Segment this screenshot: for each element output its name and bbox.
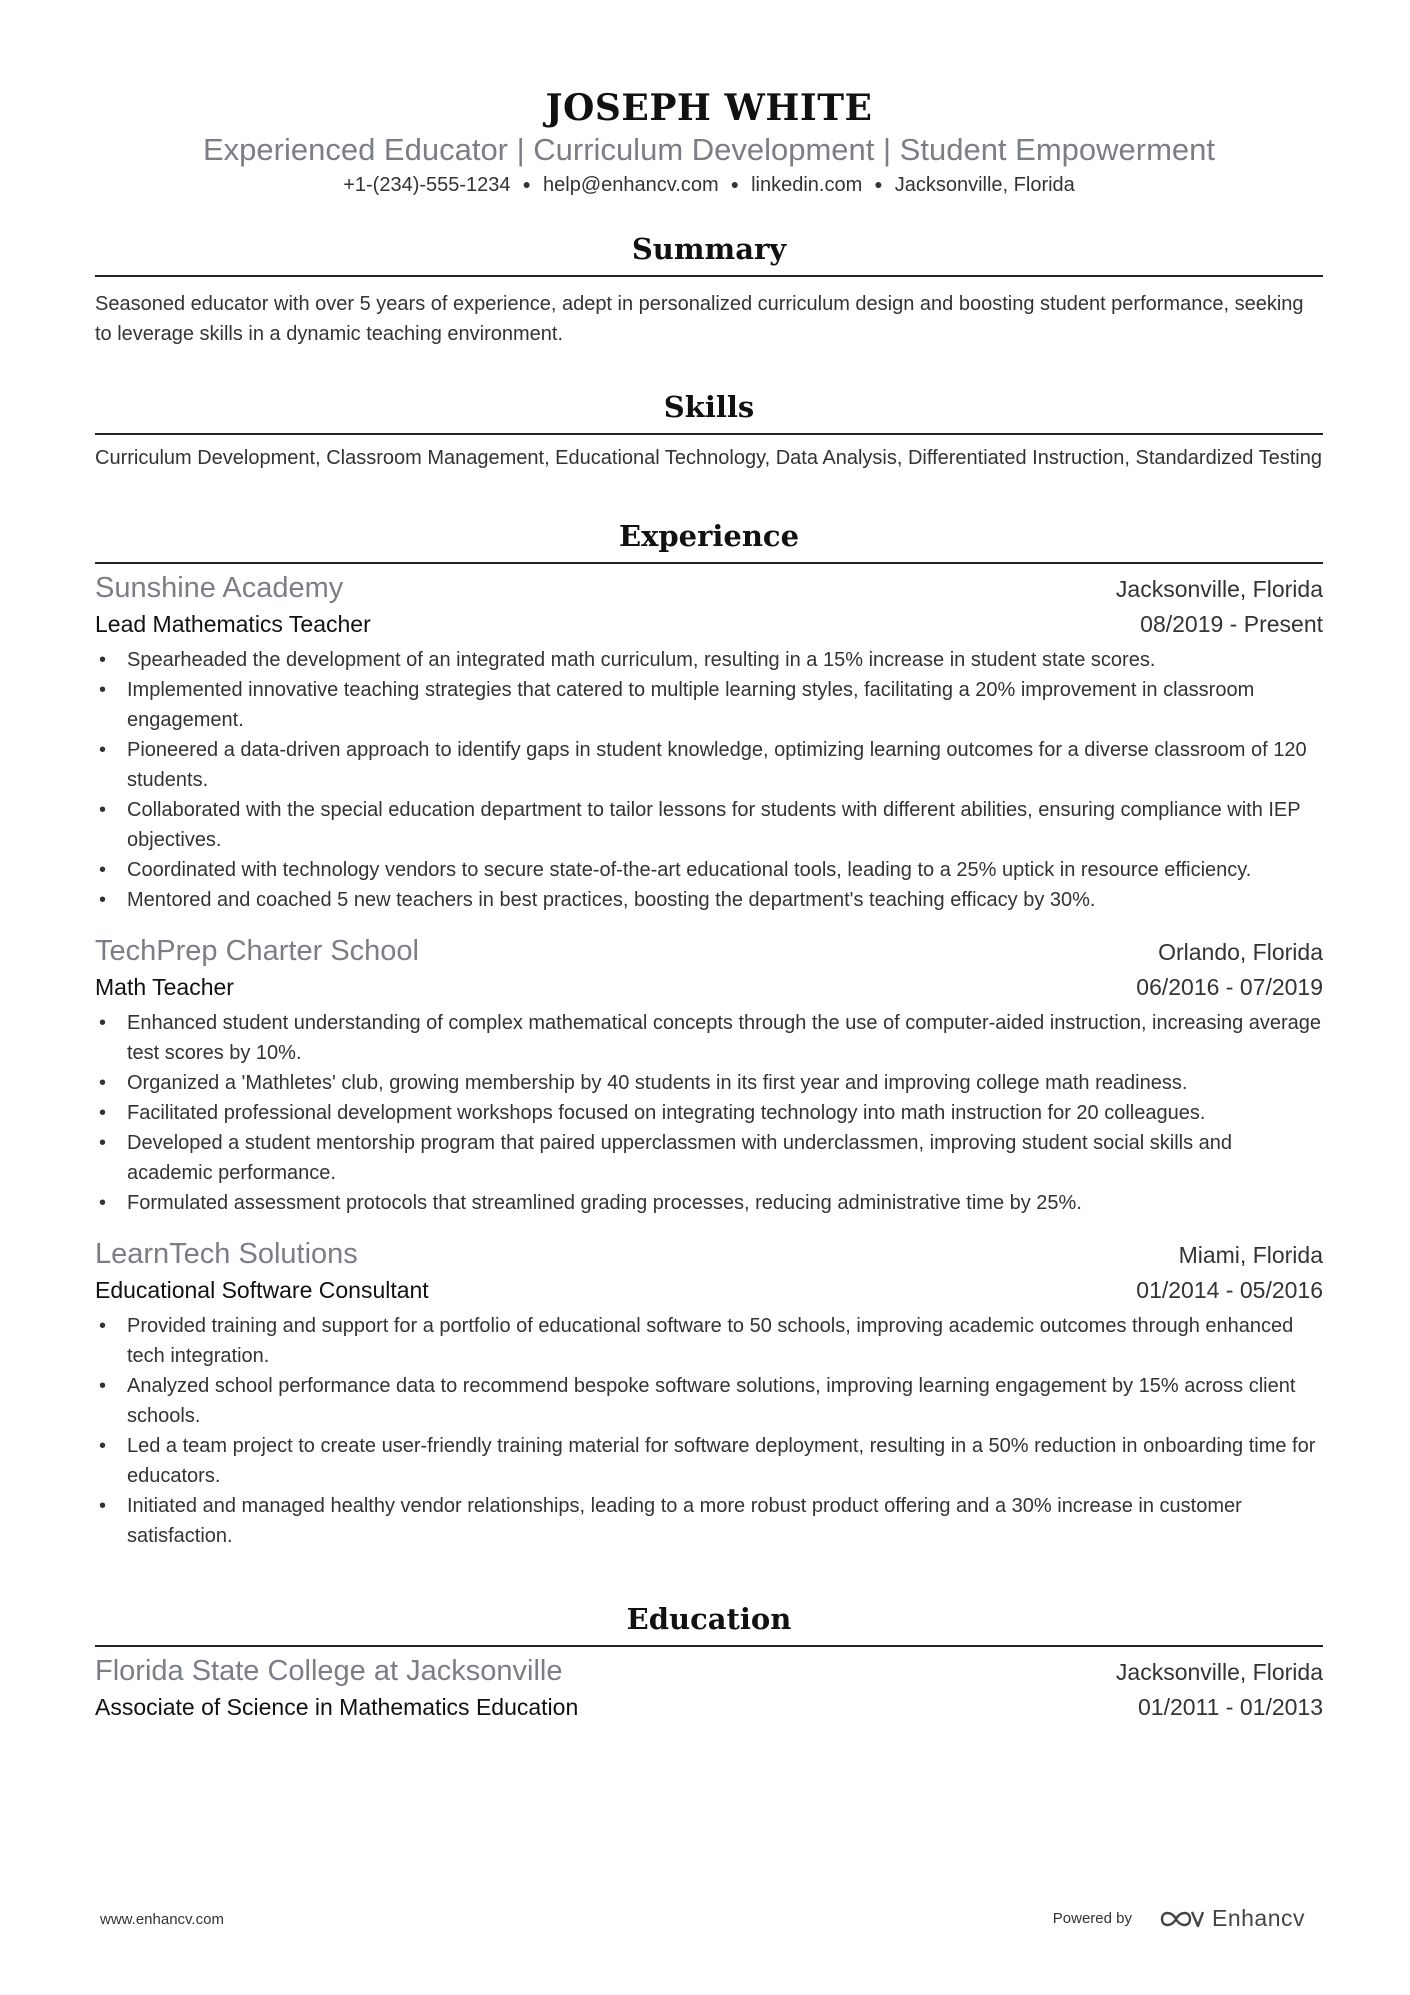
resume-page bbox=[95, 0, 1323, 1724]
education-section bbox=[95, 1599, 1323, 1724]
education-degree: Associate of Science in Mathematics Education bbox=[95, 1694, 579, 1720]
skills-section bbox=[95, 387, 1323, 472]
summary-text: Seasoned educator with over 5 years of experience, adept in personalized curriculum design and boosting student performance, seeking to leverage skills in a dynamic teaching environment. bbox=[95, 293, 1304, 345]
job-location: Jacksonville, Florida bbox=[1115, 576, 1323, 602]
contact-location: Jacksonville, Florida bbox=[894, 174, 1075, 196]
list-item: • Coordinated with technology vendors to secure state-of-the-art educational tools, leading to a 25% uptick in resource efficiency. bbox=[95, 855, 1323, 885]
enhancv-logo-icon bbox=[1158, 1908, 1204, 1930]
list-item: • Provided training and support for a portfolio of educational software to 50 schools, improving academic outcomes through enhanced tech integration. bbox=[95, 1311, 1323, 1371]
candidate-name: JOSEPH WHITE bbox=[545, 87, 873, 129]
list-item: • Implemented innovative teaching strategies that catered to multiple learning styles, facilitating a 20% improvement in classroom engagement. bbox=[95, 675, 1323, 735]
education-dates: 01/2011 - 01/2013 bbox=[1137, 1694, 1323, 1720]
job-bullet-list bbox=[95, 645, 1323, 915]
job-entry-techprep-charter-school bbox=[95, 933, 1323, 1218]
contact-phone: +1-(234)-555-1234 bbox=[343, 174, 511, 196]
experience-heading: Experience bbox=[95, 516, 1323, 564]
job-bullet-list bbox=[95, 1311, 1323, 1551]
bullet-separator-icon: ● bbox=[730, 176, 740, 192]
summary-section bbox=[95, 229, 1323, 349]
job-company: LearnTech Solutions bbox=[95, 1238, 358, 1270]
brand-name: Enhancv bbox=[1211, 1905, 1305, 1931]
resume-header bbox=[95, 0, 1323, 199]
list-item: • Spearheaded the development of an integrated math curriculum, resulting in a 15% increase in student state scores. bbox=[95, 645, 1323, 675]
job-bullet-list bbox=[95, 1008, 1323, 1218]
education-school: Florida State College at Jacksonville bbox=[95, 1655, 563, 1687]
job-company: Sunshine Academy bbox=[95, 572, 344, 604]
job-location: Orlando, Florida bbox=[1158, 939, 1323, 965]
list-item: • Analyzed school performance data to recommend bespoke software solutions, improving learning engagement by 15% across client schools. bbox=[95, 1371, 1323, 1431]
education-entry bbox=[95, 1653, 1323, 1724]
list-item: • Collaborated with the special education department to tailor lessons for students with different abilities, ensuring compliance with IEP objectives. bbox=[95, 795, 1323, 855]
footer-branding bbox=[1053, 1905, 1305, 1932]
list-item: • Mentored and coached 5 new teachers in best practices, boosting the department's teaching efficacy by 30%. bbox=[95, 885, 1323, 915]
job-dates: 06/2016 - 07/2019 bbox=[1136, 974, 1323, 1000]
list-item: • Facilitated professional development workshops focused on integrating technology into math instruction for 20 colleagues. bbox=[95, 1098, 1323, 1128]
job-role: Lead Mathematics Teacher bbox=[95, 611, 371, 637]
job-entry-sunshine-academy bbox=[95, 570, 1323, 915]
bullet-separator-icon: ● bbox=[522, 176, 532, 192]
list-item: • Developed a student mentorship program that paired upperclassmen with underclassmen, improving student social skills and academic performance. bbox=[95, 1128, 1323, 1188]
contact-linkedin[interactable]: linkedin.com bbox=[751, 174, 863, 196]
job-dates: 08/2019 - Present bbox=[1140, 611, 1323, 637]
contact-email[interactable]: help@enhancv.com bbox=[543, 174, 719, 196]
list-item: • Enhanced student understanding of complex mathematical concepts through the use of computer-aided instruction, increasing average test scores by 10%. bbox=[95, 1008, 1323, 1068]
job-role: Educational Software Consultant bbox=[95, 1277, 429, 1303]
powered-by-label: Powered by bbox=[1052, 1910, 1132, 1927]
list-item: • Initiated and managed healthy vendor relationships, leading to a more robust product offering and a 30% increase in customer satisfaction. bbox=[95, 1491, 1323, 1551]
summary-heading: Summary bbox=[95, 229, 1323, 277]
footer-website-link[interactable]: www.enhancv.com bbox=[100, 1911, 224, 1928]
experience-section bbox=[95, 516, 1323, 1551]
job-entry-learntech-solutions bbox=[95, 1236, 1323, 1551]
contact-line bbox=[95, 170, 1323, 199]
list-item: • Pioneered a data-driven approach to identify gaps in student knowledge, optimizing learning outcomes for a diverse classroom of 120 students. bbox=[95, 735, 1323, 795]
education-location: Jacksonville, Florida bbox=[1115, 1659, 1323, 1685]
bullet-separator-icon: ● bbox=[874, 176, 883, 192]
list-item: • Formulated assessment protocols that streamlined grading processes, reducing administrative time by 25%. bbox=[95, 1188, 1323, 1218]
job-location: Miami, Florida bbox=[1178, 1242, 1323, 1268]
skills-text: Curriculum Development, Classroom Management, Educational Technology, Data Analysis, Differentiated Instruction, Standardized Testing bbox=[95, 447, 1322, 469]
candidate-title: Experienced Educator | Curriculum Development | Student Empowerment bbox=[202, 132, 1216, 167]
list-item: • Organized a 'Mathletes' club, growing membership by 40 students in its first year and improving college math readiness. bbox=[95, 1068, 1323, 1098]
list-item: • Led a team project to create user-friendly training material for software deployment, resulting in a 50% reduction in onboarding time for educators. bbox=[95, 1431, 1323, 1491]
job-role: Math Teacher bbox=[95, 974, 234, 1000]
job-dates: 01/2014 - 05/2016 bbox=[1136, 1277, 1323, 1303]
skills-heading: Skills bbox=[95, 387, 1323, 435]
job-company: TechPrep Charter School bbox=[95, 935, 419, 967]
education-heading: Education bbox=[95, 1599, 1323, 1647]
